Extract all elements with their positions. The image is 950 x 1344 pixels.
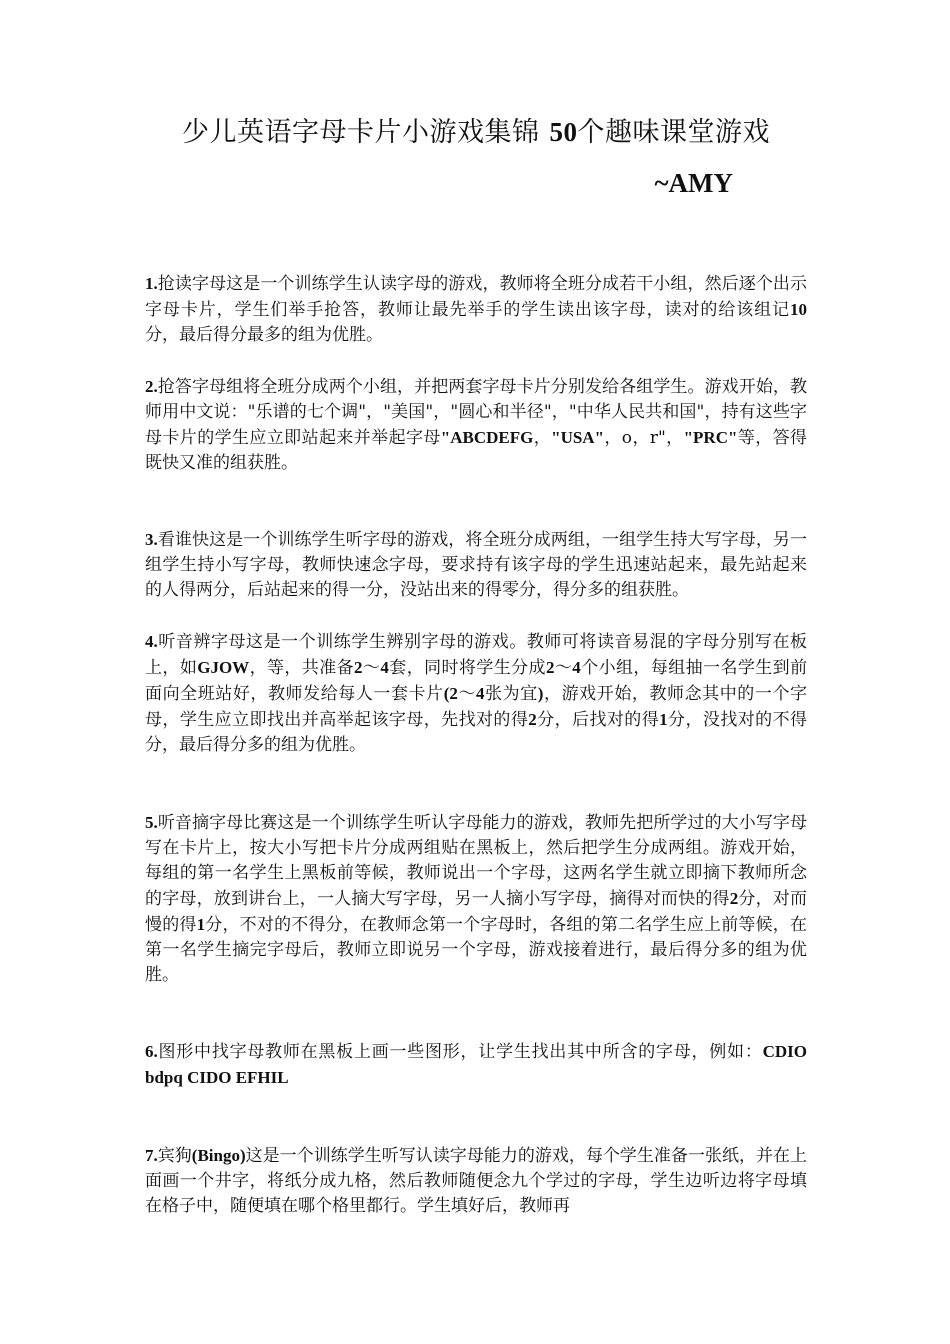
game-text: 张为宜 [484, 684, 538, 704]
game-text-bold: 2 [354, 658, 363, 677]
game-text: 分，最后得分最多的组为优胜。 [145, 325, 383, 345]
title-suffix: 个趣味课堂游戏 [577, 117, 770, 148]
game-text-bold: 2 [545, 658, 555, 677]
game-number: 4. [145, 632, 158, 651]
game-text: 宾狗 [157, 1146, 192, 1166]
game-text: ～ [554, 658, 573, 678]
title-main: 少儿英语字母卡片小游戏集锦 [182, 117, 540, 148]
game-text-bold: 10 [790, 300, 807, 319]
game-text: 分，对而慢的得 [145, 889, 808, 935]
game-text: ～ [457, 684, 477, 704]
game-text-bold: 4 [380, 658, 389, 677]
game-text-bold: 2 [528, 710, 537, 729]
game-number: 7. [145, 1146, 158, 1165]
game-text-bold: 4 [572, 658, 581, 677]
game-text: 抢答字母组将全班分成两个小组，并把两套字母卡片分别发给各组学生。游戏开始，教师用中文说："乐谱的七个调"，"美国"，"圆心和半径"，"中华人民共和国"，持有这些字母卡片的学生应立即站起来并举起字母 [145, 377, 807, 448]
game-number: 6. [145, 1042, 158, 1061]
game-text-bold: 2 [729, 889, 739, 908]
game-text: ，等，共准备 [249, 658, 355, 678]
game-text-bold: GJOW [197, 658, 250, 677]
game-text-bold: 4 [476, 684, 485, 703]
page-title [145, 0, 807, 153]
game-text-bold: "ABCDEFG [440, 428, 534, 447]
game-text: 分，不对的不得分，在教师念第一个字母时，各组的第二名学生应上前等候，在第一名学生摘完字母后，教师立即说另一个字母，游戏接着进行，最后得分多的组为优胜。 [145, 915, 808, 985]
game-text-bold: (2 [443, 684, 458, 703]
game-number: 3. [145, 530, 158, 549]
author-signature: ~AMY [654, 168, 733, 198]
game-text-bold: CDIO bdpq CIDO EFHIL [145, 1042, 807, 1087]
game-text: 抢读字母这是一个训练学生认读字母的游戏，教师将全班分成若干小组，然后逐个出示字母卡片，学生们举手抢答，教师让最先举手的学生读出该字母，读对的给该组记 [145, 274, 807, 320]
game-text-bold: 1 [659, 710, 668, 729]
game-text: 听音摘字母比赛这是一个训练学生听认字母能力的游戏，教师先把所学过的大小写字母写在卡片上，按大小写把卡片分成两组贴在黑板上，然后把学生分成两组。游戏开始，每组的第一名学生上黑板前等候，教师说出一个字母，这两名学生就立即摘下教师所念的字母，放到讲台上，一人摘大写字母，另一人摘小写字母，摘得对而快的得 [145, 813, 807, 909]
game-number: 2. [145, 377, 158, 396]
game-text-bold: ) [537, 684, 544, 703]
game-text: 等，答得既快又准的组获胜。 [145, 428, 808, 473]
game-text-bold: 1 [196, 915, 206, 934]
game-text: ～ [362, 658, 381, 678]
game-text: 个小组，每组抽一名学生到前面向全班站好，教师发给每人一套卡片 [145, 658, 808, 704]
game-text: ， [533, 428, 552, 448]
game-paragraph [145, 1143, 807, 1219]
game-paragraph [145, 271, 807, 348]
game-text: 图形中找字母教师在黑板上画一些图形，让学生找出其中所含的字母，例如： [157, 1042, 763, 1062]
title-count: 50 [549, 117, 578, 147]
game-text: 分，后找对的得 [536, 710, 660, 730]
game-text: 这是一个训练学生听写认读字母能力的游戏，每个学生准备一张纸，并在上面画一个井字，将纸分成九格，然后教师随便念九个学过的字母，学生边听边将字母填在格子中，随便填在哪个格里都行。学生填好后，教师再 [145, 1146, 808, 1216]
game-text: ，o，r"， [604, 428, 684, 448]
game-number: 5. [145, 813, 158, 832]
game-text: 听音辨字母这是一个训练学生辨别字母的游戏。教师可将读音易混的字母分别写在板上，如 [145, 632, 807, 678]
game-text-bold: "USA" [551, 428, 605, 447]
game-paragraph [145, 374, 807, 476]
game-text: 套，同时将学生分成 [388, 658, 546, 678]
game-paragraph [145, 810, 807, 988]
game-text: ，游戏开始，教师念其中的一个字母，学生应立即找出并高举起该字母，先找对的得 [145, 684, 808, 730]
game-paragraph [145, 1039, 807, 1091]
game-paragraph [145, 629, 807, 758]
game-text-bold: (Bingo) [191, 1146, 246, 1165]
game-text: 看谁快这是一个训练学生听字母的游戏，将全班分成两组，一组学生持大写字母，另一组学生持小写字母，教师快速念字母，要求持有该字母的学生迅速站起来，最先站起来的人得两分，后站起来的得一分，没站出来的得零分，得分多的组获胜。 [145, 530, 807, 600]
game-number: 1. [145, 274, 158, 293]
game-paragraph [145, 527, 807, 603]
game-text-bold: "PRC" [683, 428, 738, 447]
game-text: 分，没找对的不得分，最后得分多的组为优胜。 [145, 710, 808, 755]
